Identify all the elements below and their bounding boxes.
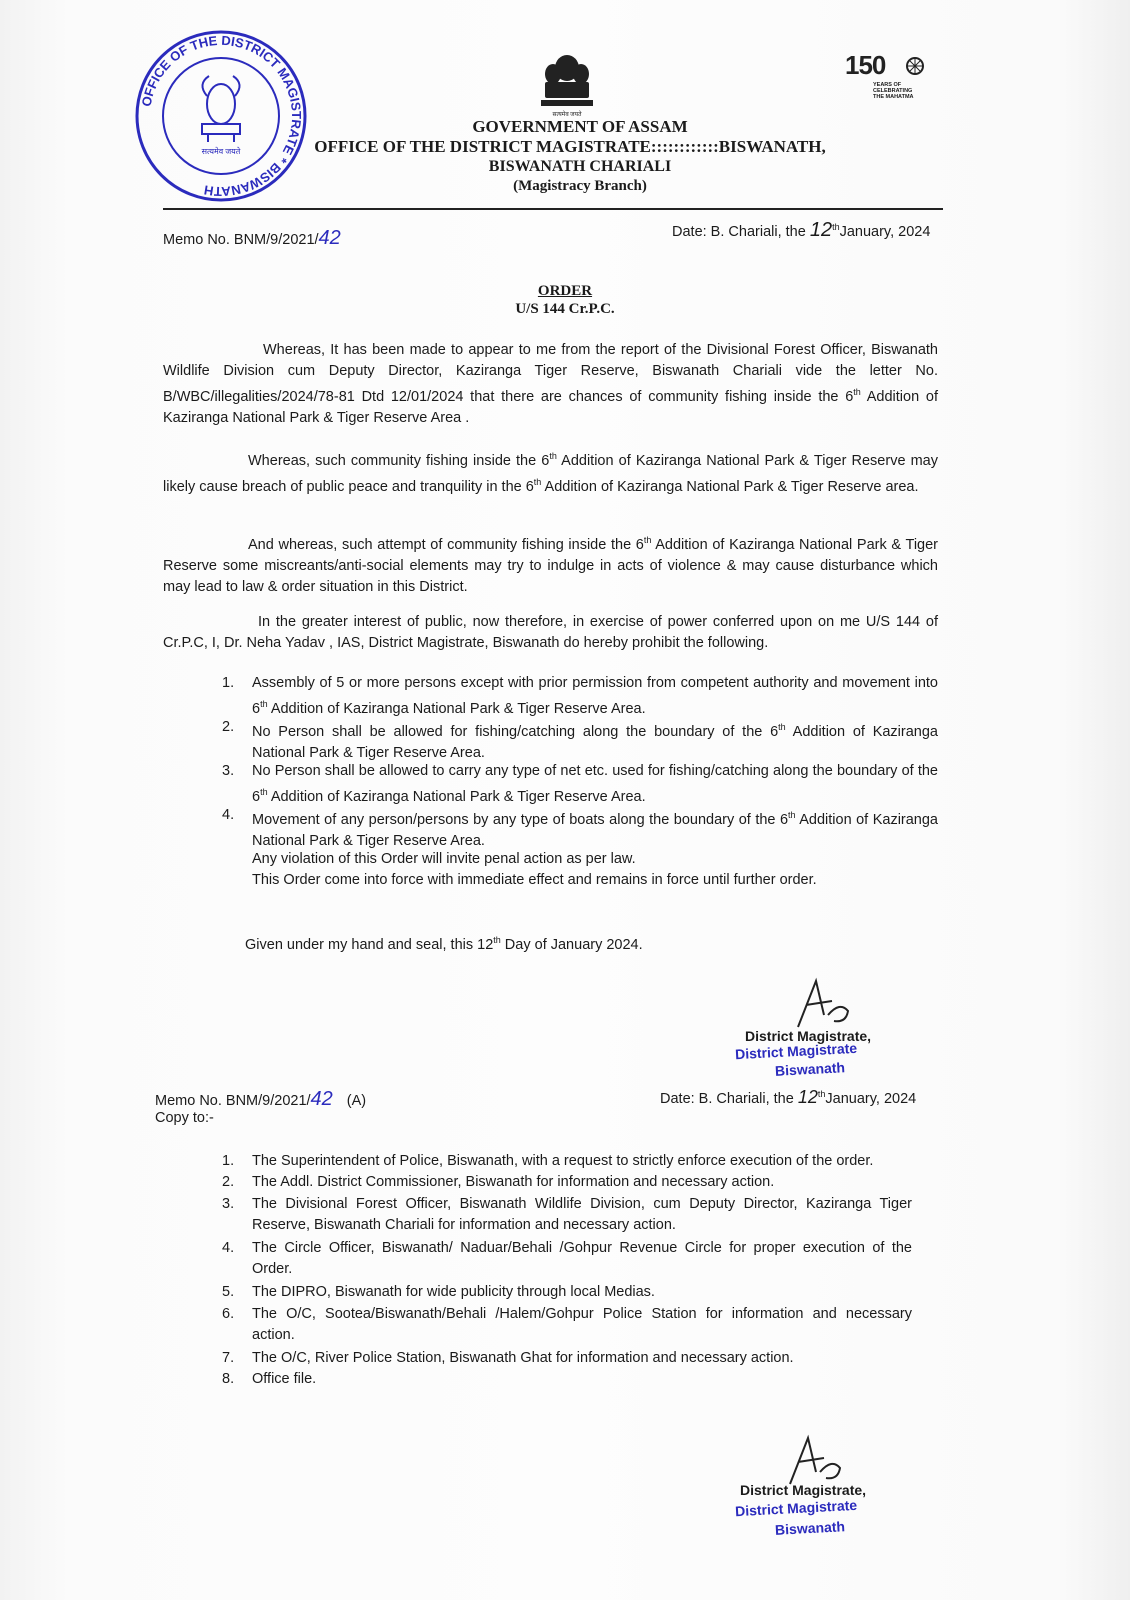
given-under-seal: Given under my hand and seal, this 12th Day of January 2024. — [245, 935, 643, 953]
memo-number-copy: Memo No. BNM/9/2021/42 (A) — [155, 1088, 367, 1110]
anniversary-number: 150 — [845, 50, 886, 80]
anniversary-logo — [845, 50, 935, 110]
emblem-motto: सत्यमेव जयते — [552, 112, 582, 118]
prohibition-item-4: 4. Movement of any person/persons by any type of boats along the boundary of the 6th Addition of Kaziranga National Park & Tiger Reserve Area. — [222, 807, 938, 849]
order-paragraph-2: Whereas, such community fishing inside the 6th Addition of Kaziranga National Park & Tiger Reserve may likely cause breach of public peace and tranquility in the 6th Addition of Kaziranga National Park & Tiger Reserve area. — [163, 451, 938, 495]
memo-hand-number: 42 — [318, 227, 341, 249]
signature-2-stamp-line-2: Biswanath — [774, 1518, 846, 1538]
signature-1-icon — [788, 975, 858, 1035]
order-title: ORDER — [537, 283, 593, 299]
anniversary-caption-1: YEARS OF — [873, 82, 902, 88]
stamp-motto: सत्यमेव जयते — [201, 147, 241, 156]
national-emblem-icon — [535, 50, 599, 118]
anniversary-caption-3: THE MAHATMA — [873, 94, 914, 100]
signature-1-stamp-line-1: District Magistrate — [734, 1039, 858, 1063]
header-branch: (Magistracy Branch) — [513, 178, 647, 194]
stamp-ring-text: OFFICE OF THE DISTRICT MAGISTRATE * BISWANATH — [138, 32, 305, 200]
order-subtitle: U/S 144 Cr.P.C. — [515, 301, 615, 317]
signature-1-stamp-line-2: Biswanath — [774, 1059, 846, 1079]
document-page: OFFICE OF THE DISTRICT MAGISTRATE * BISWANATH सत्यमेव जयते सत्यमेव जयते 150 YEARS OF CELEBRATING THE MAHATMA GOVERNMENT OF ASSAM OFFICE OF THE DISTRICT MAGISTRATE::::::::::::BISWANATH, BISWANATH CHARIALI (Magistracy Branch) Memo No. BNM/9/2021/42 Date: B. Chariali, the 12thJanuary, 2024 ORDER U/S 144 Cr.P.C. Whereas, It has been made to appear to me from the report of the Divisional Forest Officer, Biswanath Wildlife Division cum Deputy Director, Kaziranga Tiger Reserve, Biswanath Chariali vide the letter No. B/WBC/illegalities/2024/78-81 Dtd 12/01/2024 that there are chances of community fishing inside the 6th Addition of Kaziranga National Park & Tiger Reserve Area . Whereas, such community fishing inside the 6th Addition of Kaziranga National Park & Tiger Reserve may likely cause breach of public peace and tranquility in the 6th Addition of Kaziranga National Park & Tiger Reserve area. And whereas, such attempt of community fishing inside the 6th Addition of Kaziranga National Park & Tiger Reserve some miscreants/anti-social elements may try to indulge in acts of violence & may cause disturbance which may lead to law & order situation in this District. In the greater interest of public, now therefore, in exercise of power conferred upon on me U/S 144 of Cr.P.C, I, Dr. Neha Yadav , IAS, District Magistrate, Biswanath do hereby prohibit the following. 1. Assembly of 5 or more persons except with prior permission from competent authority and movement into 6th Addition of Kaziranga National Park & Tiger Reserve Area. 2. No Person shall be allowed for fishing/catching along the boundary of the 6th Addition of Kaziranga National Park & Tiger Reserve Area. 3. No Person shall be allowed to carry any type of net etc. used for fishing/catching along the boundary of the 6th Addition of Kaziranga National Park & Tiger Reserve Area. 4. Movement of any person/persons by any type of boats along the boundary of the 6th Addition of Kaziranga National Park & Tiger Reserve Area. Any violation of this Order will invite penal action as per law. This Order come into force with immediate effect and remains in force until further order. Given under my hand and seal, this 12th Day of January 2024. District Magistrate, District Magistrate Biswanath Memo No. BNM/9/2021/42 (A) Date: B. Chariali, the 12thJanuary, 2024 Copy to:- 1. The Superintendent of Police, Biswanath, with a request to strictly enforce execution of the order. 2. The Addl. District Commissioner, Biswanath for information and necessary action. 3. The Divisional Forest Officer, Biswanath Wildlife Division, cum Deputy Director, Kaziranga Tiger Reserve, Biswanath Chariali for information and necessary action. 4. The Circle Officer, Biswanath/ Naduar/Behali /Gohpur Revenue Circle for proper execution of the Order. 5. The DIPRO, Biswanath for wide publicity through local Medias. 6. The O/C, Sootea/Biswanath/Behali /Halem/Gohpur Police Station for information and necessary action. 7. The O/C, River Police Station, Biswanath Ghat for information and necessary action. 8. Office file. District Magistrate, District Magistrate Biswanath — [0, 0, 1130, 1600]
header-divider — [163, 208, 943, 210]
copy-to-label: Copy to:- — [155, 1110, 214, 1126]
header-location: BISWANATH CHARIALI — [488, 158, 672, 175]
charkha-wheel-icon — [905, 56, 925, 76]
signature-2-stamp-line-1: District Magistrate — [734, 1496, 858, 1520]
memo-number: Memo No. BNM/9/2021/42 — [163, 227, 341, 249]
signature-2-title: District Magistrate, — [740, 1482, 867, 1498]
memo-date-copy: Date: B. Chariali, the 12thJanuary, 2024 — [660, 1087, 917, 1107]
order-paragraph-1: Whereas, It has been made to appear to me from the report of the Divisional Forest Officer, Biswanath Wildlife Division cum Deputy Director, Kaziranga Tiger Reserve, Biswanath Chariali vide the letter No. B/WBC/illegalities/2024/78-81 Dtd 12/01/2024 that there are chances of community fishing inside the 6th Addition of Kaziranga National Park & Tiger Reserve Area . — [163, 342, 938, 426]
header-office: OFFICE OF THE DISTRICT MAGISTRATE::::::::::::BISWANATH, — [314, 137, 826, 156]
violation-note: Any violation of this Order will invite penal action as per law. — [252, 851, 636, 867]
office-seal-stamp — [128, 26, 314, 206]
order-paragraph-4: In the greater interest of public, now therefore, in exercise of power conferred upon on me U/S 144 of Cr.P.C, I, Dr. Neha Yadav , IAS, District Magistrate, Biswanath do hereby prohibit the following. — [163, 614, 938, 651]
order-paragraph-3: And whereas, such attempt of community fishing inside the 6th Addition of Kaziranga National Park & Tiger Reserve some miscreants/anti-social elements may try to indulge in acts of violence & may cause disturbance which may lead to law & order situation in this District. — [163, 535, 938, 595]
prohibition-item-3: 3. No Person shall be allowed to carry any type of net etc. used for fishing/catching along the boundary of the 6th Addition of Kaziranga National Park & Tiger Reserve Area. — [222, 763, 938, 805]
prohibition-item-1: 1. Assembly of 5 or more persons except with prior permission from competent authority and movement into 6th Addition of Kaziranga National Park & Tiger Reserve Area. — [222, 675, 938, 717]
force-note: This Order come into force with immediate effect and remains in force until further order. — [252, 872, 817, 888]
memo-date: Date: B. Chariali, the 12thJanuary, 2024 — [672, 219, 931, 241]
anniversary-caption-2: CELEBRATING — [873, 88, 913, 94]
signature-1-title: District Magistrate, — [745, 1028, 872, 1044]
prohibition-item-2: 2. No Person shall be allowed for fishing/catching along the boundary of the 6th Addition of Kaziranga National Park & Tiger Reserve Area. — [222, 719, 938, 761]
stamp-emblem-icon — [202, 76, 240, 142]
header-government: GOVERNMENT OF ASSAM — [472, 117, 688, 136]
